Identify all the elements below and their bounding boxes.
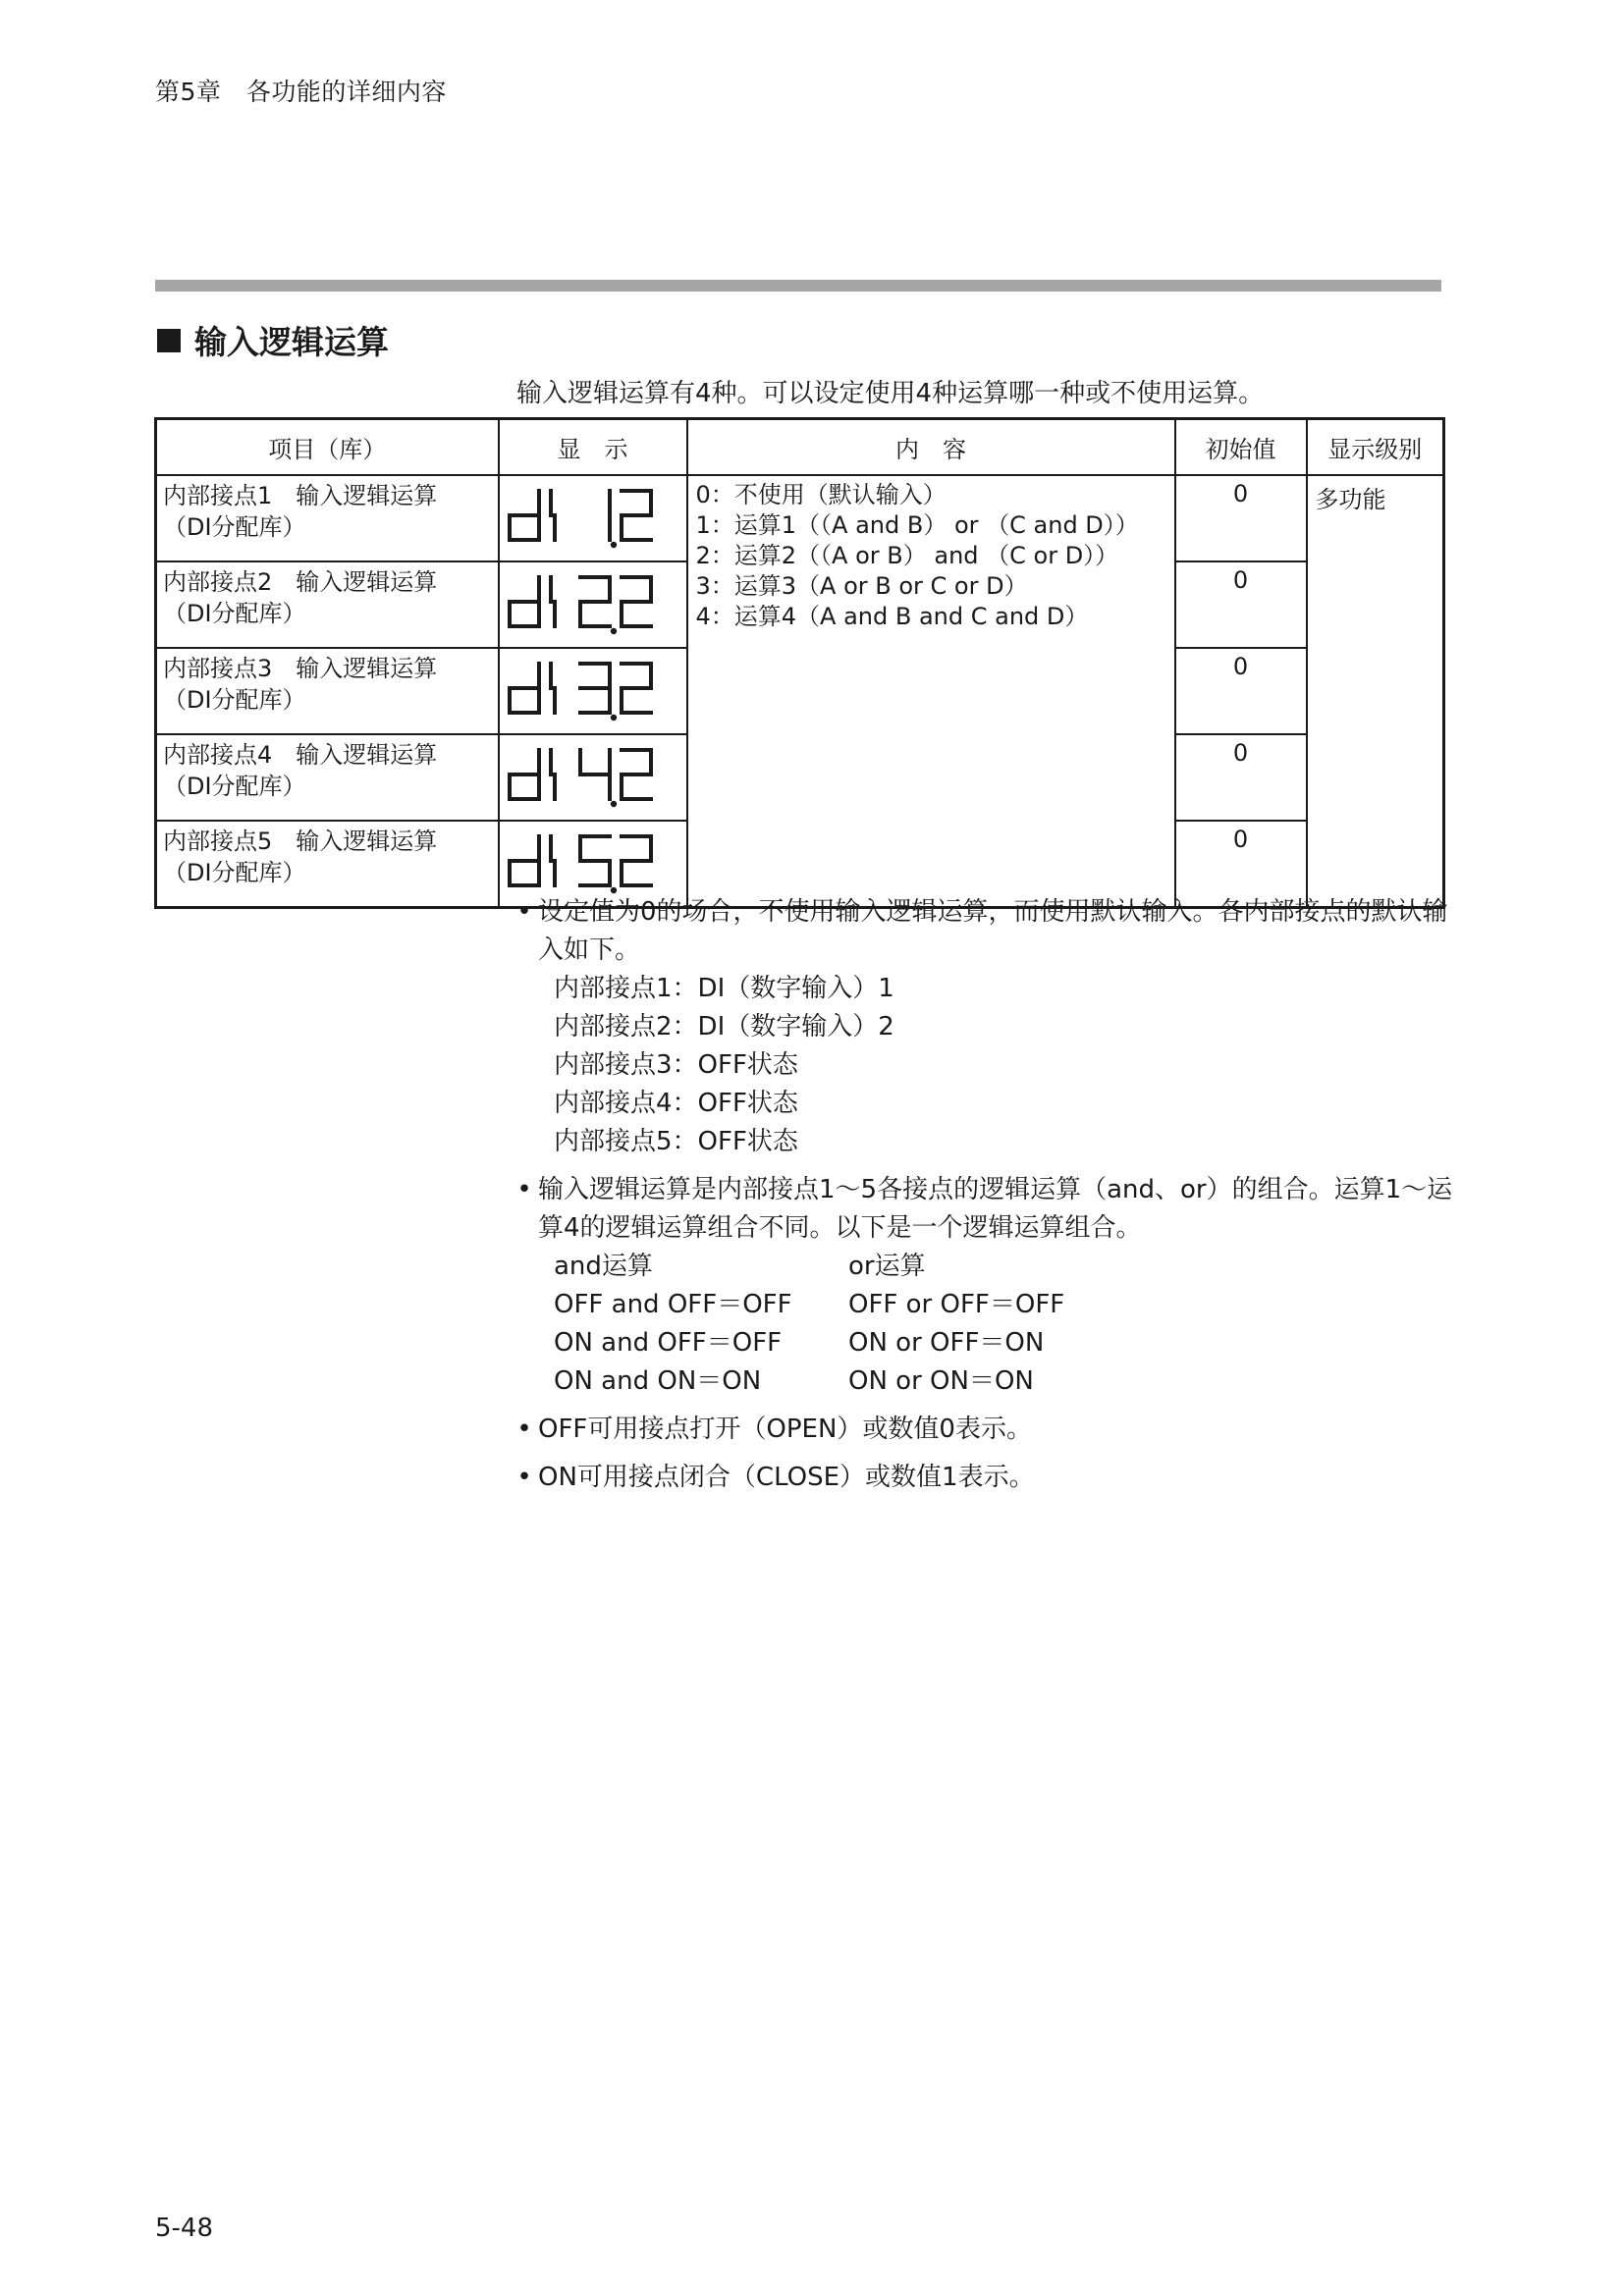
cell-display-level: 多功能 <box>1307 475 1444 908</box>
note-on-meaning <box>511 1459 1453 1497</box>
seven-segment-display <box>500 743 686 812</box>
default-input-list <box>511 970 1453 1161</box>
note-text: 设定值为0的场合，不使用输入逻辑运算，而使用默认输入。各内部接点的默认输入如下。 <box>538 897 1448 965</box>
header-initial: 初始值 <box>1175 419 1307 476</box>
cell-initial-value: 0 <box>1175 821 1307 908</box>
and-title: and运算 <box>554 1252 653 1281</box>
note-text: OFF可用接点打开（OPEN）或数值0表示。 <box>538 1415 1032 1444</box>
cell-display <box>499 648 687 734</box>
list-item: 内部接点3：OFF状态 <box>554 1050 798 1080</box>
decimal-point <box>610 801 616 807</box>
or-row: ON or ON＝ON <box>848 1366 1034 1396</box>
item-bank: （DI分配库） <box>163 686 306 714</box>
seven-segment-display <box>500 484 686 553</box>
logic-truth-table <box>511 1248 1453 1401</box>
decimal-point <box>610 628 616 634</box>
bullet-dot: • <box>516 897 532 927</box>
item-bank: （DI分配库） <box>163 773 306 800</box>
cell-item <box>156 561 499 648</box>
item-name: 内部接点3 输入逻辑运算 <box>163 655 438 682</box>
content-option: 4：运算4（A and B and C and D） <box>695 603 1089 630</box>
page-number: 5-48 <box>155 2214 214 2243</box>
bullet-dot: • <box>516 1415 532 1444</box>
or-title: or运算 <box>848 1252 926 1281</box>
header-item: 项目（库） <box>156 419 499 476</box>
cell-item <box>156 648 499 734</box>
item-bank: （DI分配库） <box>163 600 306 627</box>
seven-segment-display <box>500 657 686 725</box>
cell-content <box>687 475 1175 908</box>
seven-segment-display <box>500 570 686 639</box>
cell-item <box>156 734 499 821</box>
seven-segment-display <box>500 829 686 898</box>
and-row: ON and OFF＝OFF <box>554 1328 783 1358</box>
bullet-dot: • <box>516 1463 532 1492</box>
section-intro: 输入逻辑运算有4种。可以设定使用4种运算哪一种或不使用运算。 <box>516 379 1265 408</box>
content-option: 2：运算2（（A or B） and （C or D）） <box>695 542 1119 569</box>
cell-initial-value: 0 <box>1175 648 1307 734</box>
cell-initial-value: 0 <box>1175 734 1307 821</box>
list-item: 内部接点4：OFF状态 <box>554 1089 798 1118</box>
note-logic-combination <box>511 1171 1453 1248</box>
decimal-point <box>610 715 616 721</box>
item-bank: （DI分配库） <box>163 859 306 886</box>
square-bullet-icon <box>157 329 181 352</box>
parameter-table <box>154 417 1445 909</box>
or-row: ON or OFF＝ON <box>848 1328 1045 1358</box>
notes <box>511 893 1453 1497</box>
cell-display <box>499 734 687 821</box>
or-row: OFF or OFF＝OFF <box>848 1290 1065 1319</box>
section-title <box>157 317 389 363</box>
section-divider <box>155 280 1441 292</box>
section-title-text: 输入逻辑运算 <box>194 323 389 361</box>
cell-initial-value: 0 <box>1175 475 1307 561</box>
list-item: 内部接点5：OFF状态 <box>554 1127 798 1156</box>
chapter-header: 第5章 各功能的详细内容 <box>155 78 447 106</box>
content-option: 3：运算3（A or B or C or D） <box>695 572 1028 600</box>
bullet-dot: • <box>516 1175 532 1204</box>
header-level: 显示级别 <box>1307 419 1444 476</box>
table-header-row <box>156 419 1444 476</box>
note-off-meaning <box>511 1411 1453 1449</box>
note-default-input <box>511 893 1453 970</box>
and-row: OFF and OFF＝OFF <box>554 1290 792 1319</box>
cell-initial-value: 0 <box>1175 561 1307 648</box>
header-display: 显 示 <box>499 419 687 476</box>
note-text: 输入逻辑运算是内部接点1～5各接点的逻辑运算（and、or）的组合。运算1～运算4的逻辑运算组合不同。以下是一个逻辑运算组合。 <box>538 1175 1453 1243</box>
item-name: 内部接点4 输入逻辑运算 <box>163 741 438 769</box>
item-bank: （DI分配库） <box>163 513 306 541</box>
cell-display <box>499 475 687 561</box>
note-text: ON可用接点闭合（CLOSE）或数值1表示。 <box>538 1463 1035 1492</box>
cell-item <box>156 475 499 561</box>
and-row: ON and ON＝ON <box>554 1366 762 1396</box>
item-name: 内部接点2 输入逻辑运算 <box>163 568 438 596</box>
content-option: 1：运算1（（A and B） or （C and D）） <box>695 511 1139 539</box>
cell-item <box>156 821 499 908</box>
item-name: 内部接点1 输入逻辑运算 <box>163 482 438 509</box>
list-item: 内部接点2：DI（数字输入）2 <box>554 1012 894 1041</box>
table-row <box>156 475 1444 561</box>
content-option: 0：不使用（默认输入） <box>695 481 947 508</box>
item-name: 内部接点5 输入逻辑运算 <box>163 828 438 855</box>
header-content: 内 容 <box>687 419 1175 476</box>
cell-display <box>499 561 687 648</box>
decimal-point <box>610 542 616 548</box>
list-item: 内部接点1：DI（数字输入）1 <box>554 974 894 1003</box>
